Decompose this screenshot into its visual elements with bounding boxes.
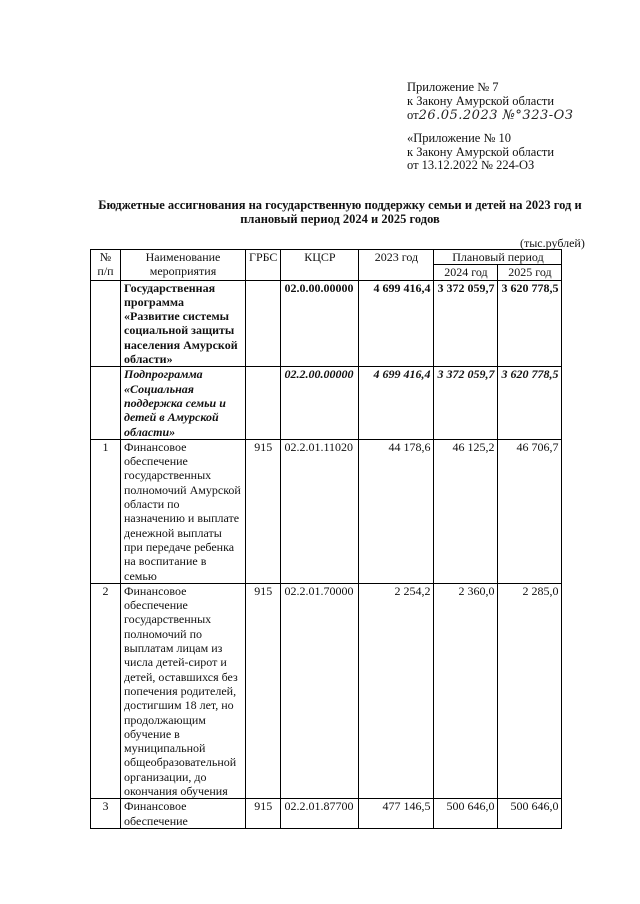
row-2024: 500 646,0	[434, 799, 498, 829]
row-num	[91, 367, 121, 439]
table-row	[91, 280, 562, 367]
appendix-line-1: Приложение № 7	[407, 80, 499, 94]
row-num	[91, 280, 121, 367]
appendix-header	[407, 80, 573, 123]
row-grbs: 915	[246, 583, 281, 798]
row-2025: 3 620 778,5	[498, 280, 562, 367]
row-kcsr: 02.0.00.00000	[281, 280, 359, 367]
row-kcsr: 02.2.01.87700	[281, 799, 359, 829]
row-2024: 3 372 059,7	[434, 280, 498, 367]
row-2025: 3 620 778,5	[498, 367, 562, 439]
row-2024: 46 125,2	[434, 439, 498, 583]
table-header-row	[91, 250, 562, 265]
row-num: 2	[91, 583, 121, 798]
header-name: Наименование мероприятия	[121, 250, 246, 281]
row-grbs	[246, 367, 281, 439]
header-plan-period: Плановый период	[434, 250, 562, 265]
row-2023: 44 178,6	[359, 439, 434, 583]
row-2025: 2 285,0	[498, 583, 562, 798]
row-name: Финансовое обеспечение государственных полномочий по выплатам лицам из числа детей-сирот и детей, оставшихся без попечения родителей, достигшим 18 лет, но продолжающим обучение в муниципальной общеобразовательной организации, до окончания обучения	[121, 583, 246, 798]
row-2023: 4 699 416,4	[359, 280, 434, 367]
title-line-1: Бюджетные ассигнования на государственную поддержку семьи и детей на 2023 год и	[98, 198, 582, 212]
row-2023: 477 146,5	[359, 799, 434, 829]
row-name: Финансовое обеспечение	[121, 799, 246, 829]
prev-appendix-line-2: к Закону Амурской области	[407, 144, 555, 159]
table-row	[91, 799, 562, 829]
date-prefix: от	[407, 108, 419, 122]
title-line-2: плановый период 2024 и 2025 годов	[240, 212, 440, 226]
table-row	[91, 439, 562, 583]
row-2025: 46 706,7	[498, 439, 562, 583]
row-name: Государственная программа «Развитие системы социальной защиты населения Амурской области»	[121, 280, 246, 367]
header-kcsr: КЦСР	[281, 250, 359, 281]
row-2024: 3 372 059,7	[434, 367, 498, 439]
table-row	[91, 367, 562, 439]
prev-appendix-line-1: «Приложение № 10	[407, 131, 512, 145]
document-title	[80, 198, 600, 226]
appendix-line-2: к Закону Амурской области	[407, 94, 555, 108]
prev-appendix-line-3: от 13.12.2022 № 224-ОЗ	[407, 158, 535, 172]
row-grbs: 915	[246, 439, 281, 583]
row-grbs: 915	[246, 799, 281, 829]
budget-table	[90, 249, 562, 829]
header-2023: 2023 год	[359, 250, 434, 281]
table-row	[91, 583, 562, 798]
row-2023: 4 699 416,4	[359, 367, 434, 439]
appendix-line-3	[407, 108, 573, 123]
row-name: Подпрограмма «Социальная поддержка семьи и детей в Амурской области»	[121, 367, 246, 439]
row-kcsr: 02.2.01.70000	[281, 583, 359, 798]
row-grbs	[246, 280, 281, 367]
units-label: (тыс.рублей)	[520, 236, 585, 250]
row-kcsr: 02.2.00.00000	[281, 367, 359, 439]
previous-appendix-header	[407, 132, 554, 173]
header-2025: 2025 год	[498, 265, 562, 280]
row-num: 3	[91, 799, 121, 829]
row-kcsr: 02.2.01.11020	[281, 439, 359, 583]
row-2025: 500 646,0	[498, 799, 562, 829]
header-grbs: ГРБС	[246, 250, 281, 281]
row-2023: 2 254,2	[359, 583, 434, 798]
row-num: 1	[91, 439, 121, 583]
row-name: Финансовое обеспечение государственных полномочий Амурской области по назначению и выплате денежной выплаты при передаче ребенка на воспитание в семью	[121, 439, 246, 583]
handwritten-date-number: 26.05.2023 №°323-ОЗ	[418, 108, 574, 123]
header-2024: 2024 год	[434, 265, 498, 280]
header-num: № п/п	[91, 250, 121, 281]
row-2024: 2 360,0	[434, 583, 498, 798]
